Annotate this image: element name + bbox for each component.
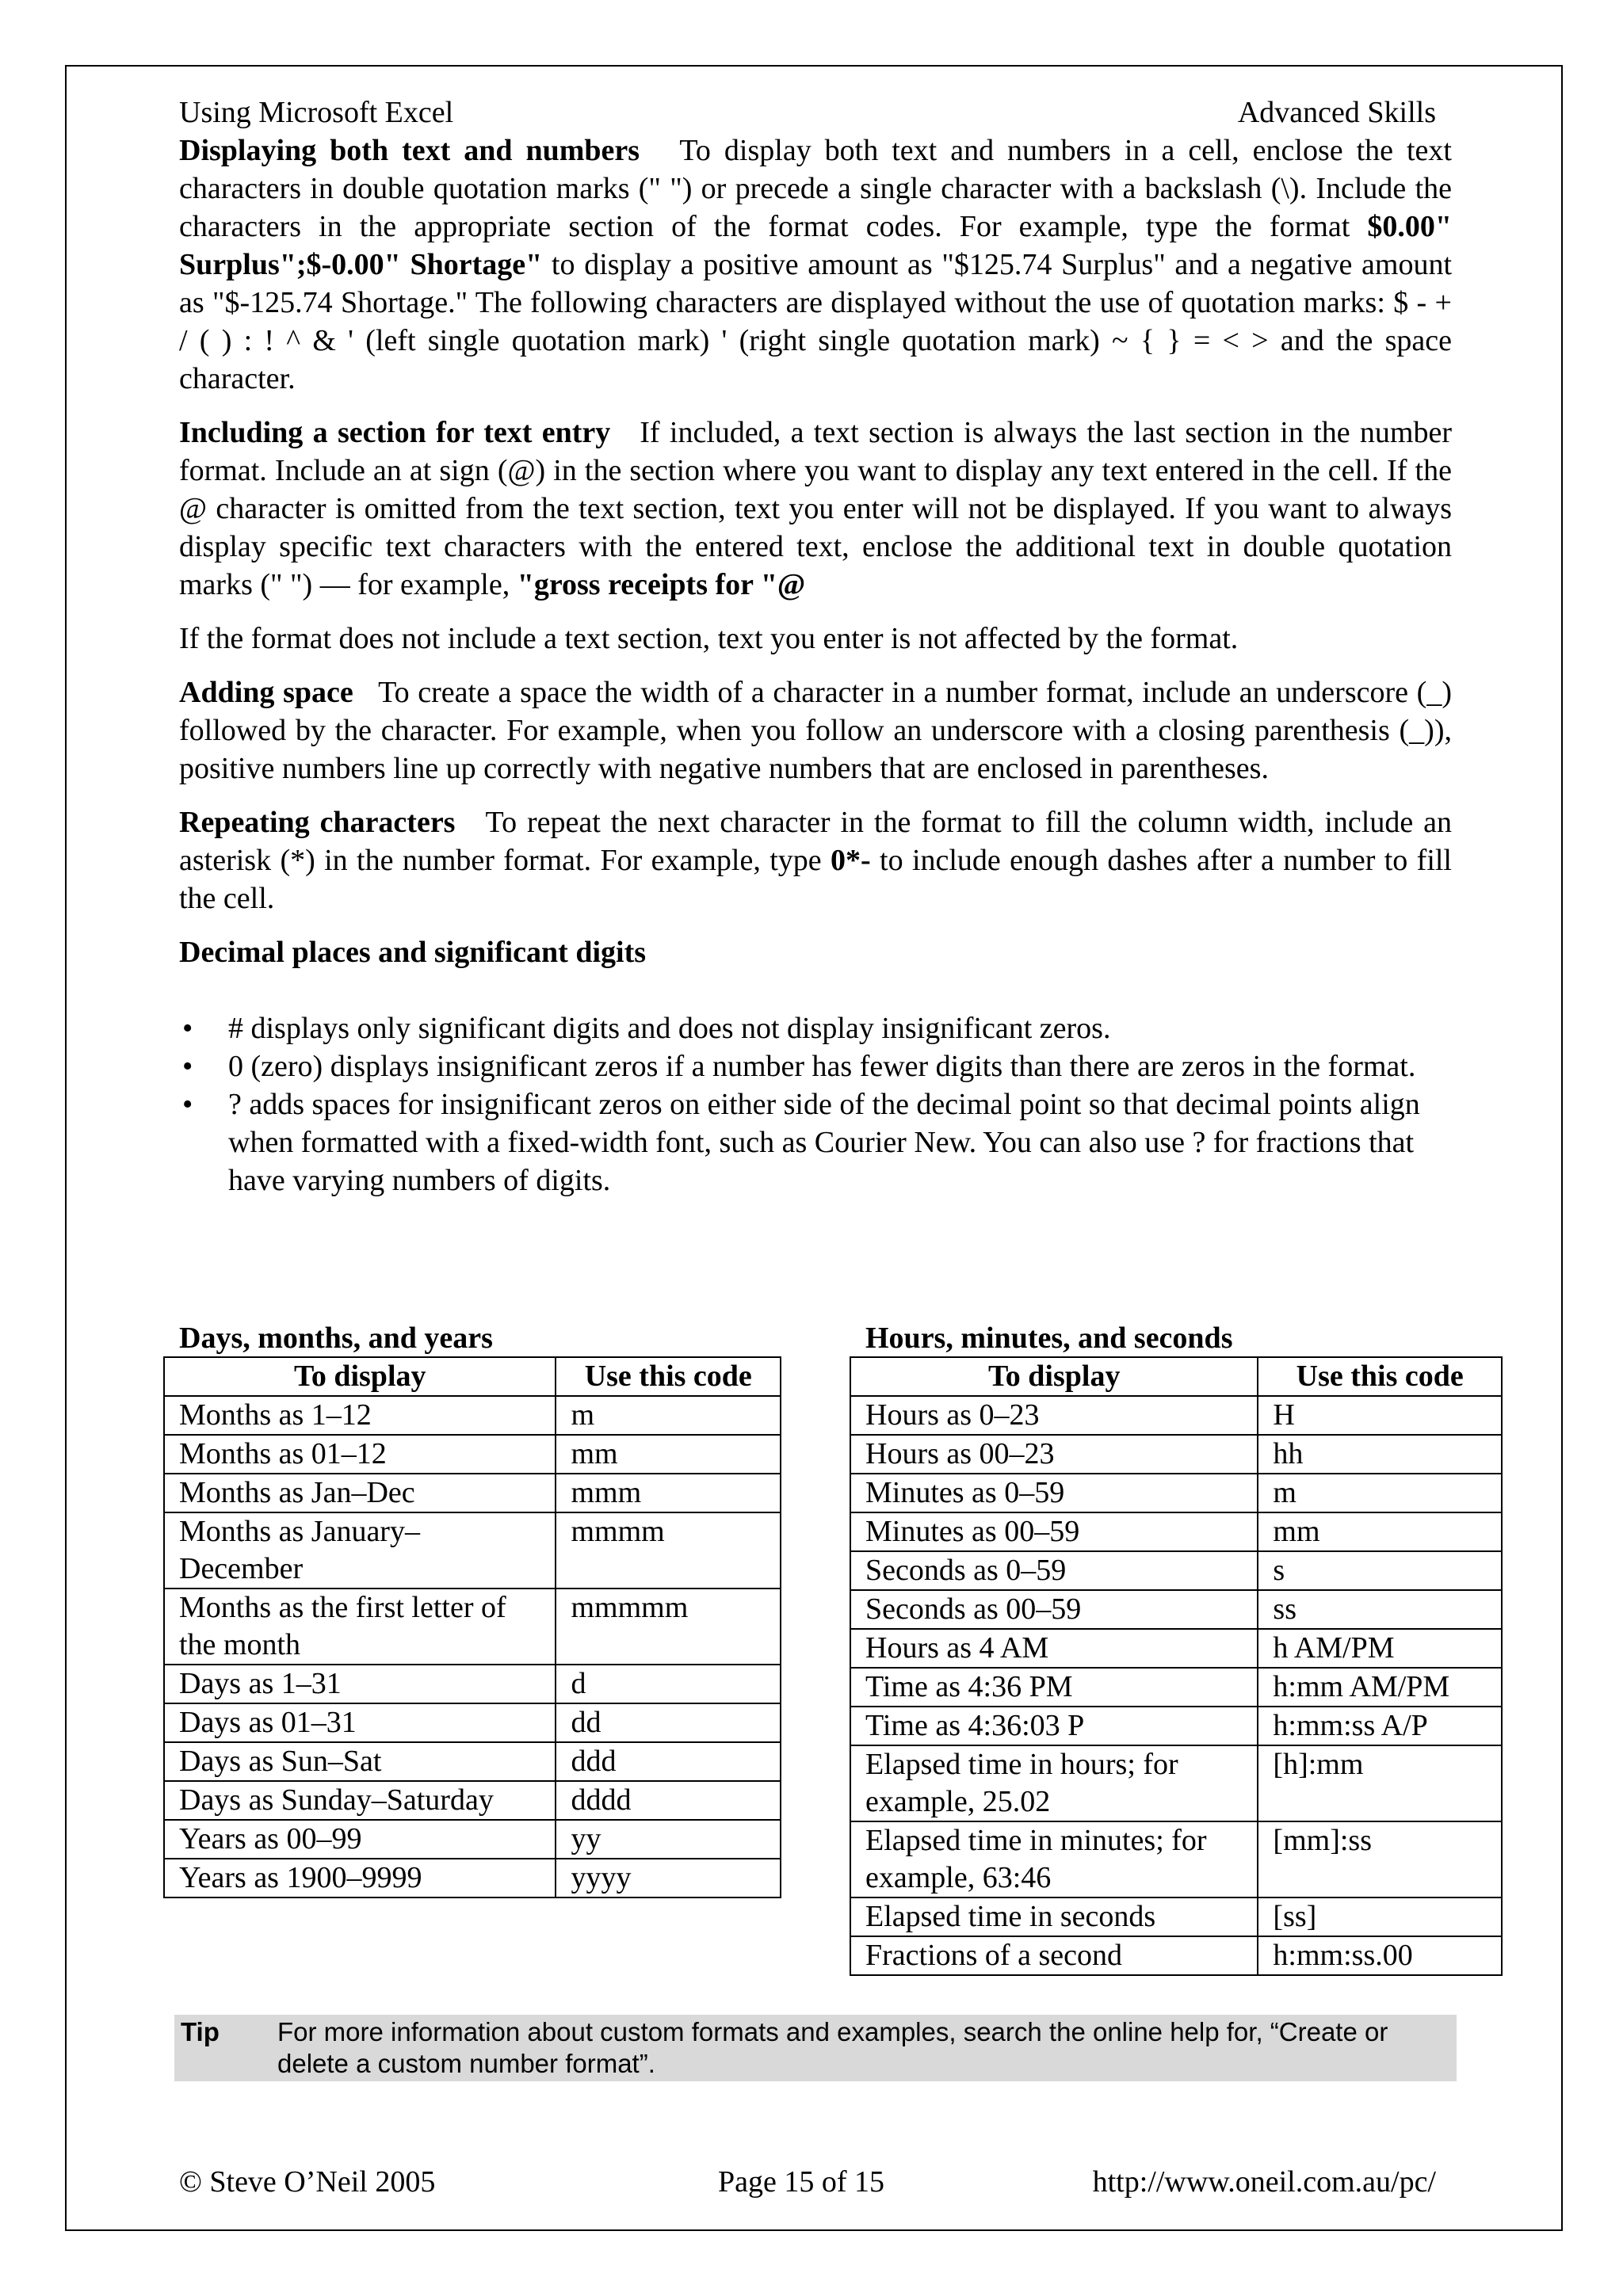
paragraph-text: To display both text and numbers in a cell, enclose the text characters in double quotation marks (" ") or precede a single character with a backslash (\). Include the characters in the appropriate section of the format codes. For example, type the format xyxy=(179,134,1452,243)
display-cell: Months as the first letter of the month xyxy=(164,1589,556,1665)
list-item-text: # displays only significant digits and does not display insignificant zeros. xyxy=(228,1012,1111,1045)
display-cell: Days as 01–31 xyxy=(164,1703,556,1742)
display-cell: Years as 1900–9999 xyxy=(164,1859,556,1897)
code-cell: mm xyxy=(1258,1512,1502,1551)
table-row xyxy=(164,1474,781,1512)
paragraph-repeating-characters xyxy=(179,803,1452,917)
table-row xyxy=(164,1512,781,1589)
page-content xyxy=(179,93,1452,1199)
display-cell: Hours as 0–23 xyxy=(850,1396,1258,1435)
times-table-body xyxy=(850,1396,1502,1975)
display-cell: Time as 4:36:03 P xyxy=(850,1707,1258,1745)
display-cell: Months as 01–12 xyxy=(164,1435,556,1474)
tip-text: For more information about custom formats and examples, search the online help for, “Create or delete a custom number format”. xyxy=(277,2017,1388,2078)
display-cell: Months as Jan–Dec xyxy=(164,1474,556,1512)
display-cell: Hours as 00–23 xyxy=(850,1435,1258,1474)
table-row xyxy=(850,1745,1502,1821)
table-row xyxy=(164,1742,781,1781)
tip-label: Tip xyxy=(181,2017,220,2046)
paragraph-lead: Adding space xyxy=(179,676,353,709)
times-table-block xyxy=(850,1320,1503,1976)
list-item xyxy=(179,1009,1452,1047)
code-cell: h AM/PM xyxy=(1258,1629,1502,1668)
display-cell: Years as 00–99 xyxy=(164,1820,556,1859)
list-item xyxy=(179,1085,1452,1199)
paragraph-text-and-numbers xyxy=(179,132,1452,398)
display-cell: Minutes as 0–59 xyxy=(850,1474,1258,1512)
footer-page-number: Page 15 of 15 xyxy=(718,2165,885,2199)
display-cell: Seconds as 0–59 xyxy=(850,1551,1258,1590)
code-cell: hh xyxy=(1258,1435,1502,1474)
running-header xyxy=(179,93,1452,132)
times-table-title: Hours, minutes, and seconds xyxy=(865,1322,1233,1355)
header-left: Using Microsoft Excel xyxy=(179,96,454,129)
paragraph-text-entry xyxy=(179,414,1452,604)
table-row xyxy=(850,1707,1502,1745)
code-cell: yyyy xyxy=(556,1859,781,1897)
table-row xyxy=(850,1590,1502,1629)
code-cell: ss xyxy=(1258,1590,1502,1629)
paragraph-text: If included, a text section is always the last section in the number format. Include an at sign (@) in the section where you want to display any text entered in the cell. If the @ character is omitted from the text section, text you enter will not be displayed. If you want to always display specific text characters with the entered text, enclose the additional text in double quotation marks (" ") — for example, xyxy=(179,416,1453,601)
display-cell: Time as 4:36 PM xyxy=(850,1668,1258,1707)
paragraph-text: To create a space the width of a character in a number format, include an underscore (_) followed by the character. For example, when you follow an underscore with a closing parenthesis (_)), positive numbers line up correctly with negative numbers that are enclosed in parentheses. xyxy=(179,676,1452,785)
table-row xyxy=(164,1665,781,1703)
table-row xyxy=(850,1474,1502,1512)
code-cell: m xyxy=(1258,1474,1502,1512)
bullet-icon: • xyxy=(182,1088,193,1121)
table-row xyxy=(164,1781,781,1820)
format-code-tables xyxy=(163,1320,1503,1985)
paragraph-text: To repeat the next character in the format to fill the column width, include an asterisk (*) in the number format. For example, type xyxy=(179,806,1453,877)
display-cell: Fractions of a second xyxy=(850,1936,1258,1975)
code-cell: d xyxy=(556,1665,781,1703)
display-cell: Months as 1–12 xyxy=(164,1396,556,1435)
code-cell: h:mm:ss A/P xyxy=(1258,1707,1502,1745)
table-row xyxy=(850,1629,1502,1668)
column-header: Use this code xyxy=(556,1357,781,1396)
table-row xyxy=(164,1703,781,1742)
table-row xyxy=(850,1551,1502,1590)
code-cell: dd xyxy=(556,1703,781,1742)
bullet-icon: • xyxy=(182,1012,193,1045)
dates-table xyxy=(163,1356,781,1898)
paragraph-lead: Repeating characters xyxy=(179,806,456,839)
paragraph-text: to display a positive amount as "$125.74 Surplus" and a negative amount as "$-125.74 Shortage." The following characters are displayed without the use of quotation marks: $ - + / ( ) : ! ^ & ' (left single quotation mark) ' (right single quotation mark) ~ { } = < > and the space character. xyxy=(179,248,1452,395)
bullet-list xyxy=(179,1009,1452,1199)
code-cell: s xyxy=(1258,1551,1502,1590)
column-header: To display xyxy=(850,1357,1258,1396)
table-row xyxy=(850,1821,1502,1897)
display-cell: Days as 1–31 xyxy=(164,1665,556,1703)
display-cell: Months as January–December xyxy=(164,1512,556,1589)
paragraph-no-text-section: If the format does not include a text section, text you enter is not affected by the format. xyxy=(179,622,1239,655)
code-cell: h:mm AM/PM xyxy=(1258,1668,1502,1707)
times-table xyxy=(850,1356,1503,1976)
code-cell: mmm xyxy=(556,1474,781,1512)
table-row xyxy=(850,1512,1502,1551)
code-cell: [mm]:ss xyxy=(1258,1821,1502,1897)
dates-table-title: Days, months, and years xyxy=(179,1322,493,1355)
table-header-row xyxy=(164,1357,781,1396)
display-cell: Elapsed time in seconds xyxy=(850,1897,1258,1936)
paragraph-adding-space xyxy=(179,673,1452,788)
column-header: To display xyxy=(164,1357,556,1396)
table-row xyxy=(850,1936,1502,1975)
table-row xyxy=(850,1897,1502,1936)
column-header: Use this code xyxy=(1258,1357,1502,1396)
paragraph-text: to include enough dashes after a number to fill the cell. xyxy=(179,844,1452,915)
code-cell: ddd xyxy=(556,1742,781,1781)
section-heading-decimal: Decimal places and significant digits xyxy=(179,936,647,969)
footer-url: http://www.oneil.com.au/pc/ xyxy=(1092,2165,1436,2199)
table-row xyxy=(850,1396,1502,1435)
table-header-row xyxy=(850,1357,1502,1396)
format-code: $0.00" Surplus";$-0.00" Shortage" xyxy=(179,210,1452,281)
display-cell: Minutes as 00–59 xyxy=(850,1512,1258,1551)
code-cell: [h]:mm xyxy=(1258,1745,1502,1821)
display-cell: Elapsed time in minutes; for example, 63:46 xyxy=(850,1821,1258,1897)
code-cell: H xyxy=(1258,1396,1502,1435)
list-item-text: 0 (zero) displays insignificant zeros if a number has fewer digits than there are zeros in the format. xyxy=(228,1050,1416,1083)
paragraph-lead: Including a section for text entry xyxy=(179,416,611,449)
code-cell: mm xyxy=(556,1435,781,1474)
table-row xyxy=(850,1668,1502,1707)
dates-table-block xyxy=(163,1320,781,1898)
format-code: "gross receipts for "@ xyxy=(517,568,806,601)
code-cell: [ss] xyxy=(1258,1897,1502,1936)
code-cell: mmmmm xyxy=(556,1589,781,1665)
code-cell: dddd xyxy=(556,1781,781,1820)
code-cell: h:mm:ss.00 xyxy=(1258,1936,1502,1975)
display-cell: Days as Sun–Sat xyxy=(164,1742,556,1781)
code-cell: mmmm xyxy=(556,1512,781,1589)
table-row xyxy=(164,1396,781,1435)
list-item xyxy=(179,1047,1452,1085)
display-cell: Days as Sunday–Saturday xyxy=(164,1781,556,1820)
code-cell: m xyxy=(556,1396,781,1435)
code-cell: yy xyxy=(556,1820,781,1859)
table-row xyxy=(850,1435,1502,1474)
tip-box xyxy=(174,2015,1457,2081)
display-cell: Hours as 4 AM xyxy=(850,1629,1258,1668)
display-cell: Seconds as 00–59 xyxy=(850,1590,1258,1629)
bullet-icon: • xyxy=(182,1050,193,1083)
paragraph-lead: Displaying both text and numbers xyxy=(179,134,640,167)
list-item-text: ? adds spaces for insignificant zeros on either side of the decimal point so that decimal points align when formatted with a fixed-width font, such as Courier New. You can also use ? for fractions that have varying numbers of digits. xyxy=(228,1088,1420,1197)
table-row xyxy=(164,1859,781,1897)
table-row xyxy=(164,1820,781,1859)
dates-table-body xyxy=(164,1396,781,1897)
table-row xyxy=(164,1589,781,1665)
footer-copyright: © Steve O’Neil 2005 xyxy=(179,2165,436,2199)
table-row xyxy=(164,1435,781,1474)
display-cell: Elapsed time in hours; for example, 25.02 xyxy=(850,1745,1258,1821)
header-right: Advanced Skills xyxy=(1237,96,1436,129)
format-code: 0*- xyxy=(831,844,871,877)
